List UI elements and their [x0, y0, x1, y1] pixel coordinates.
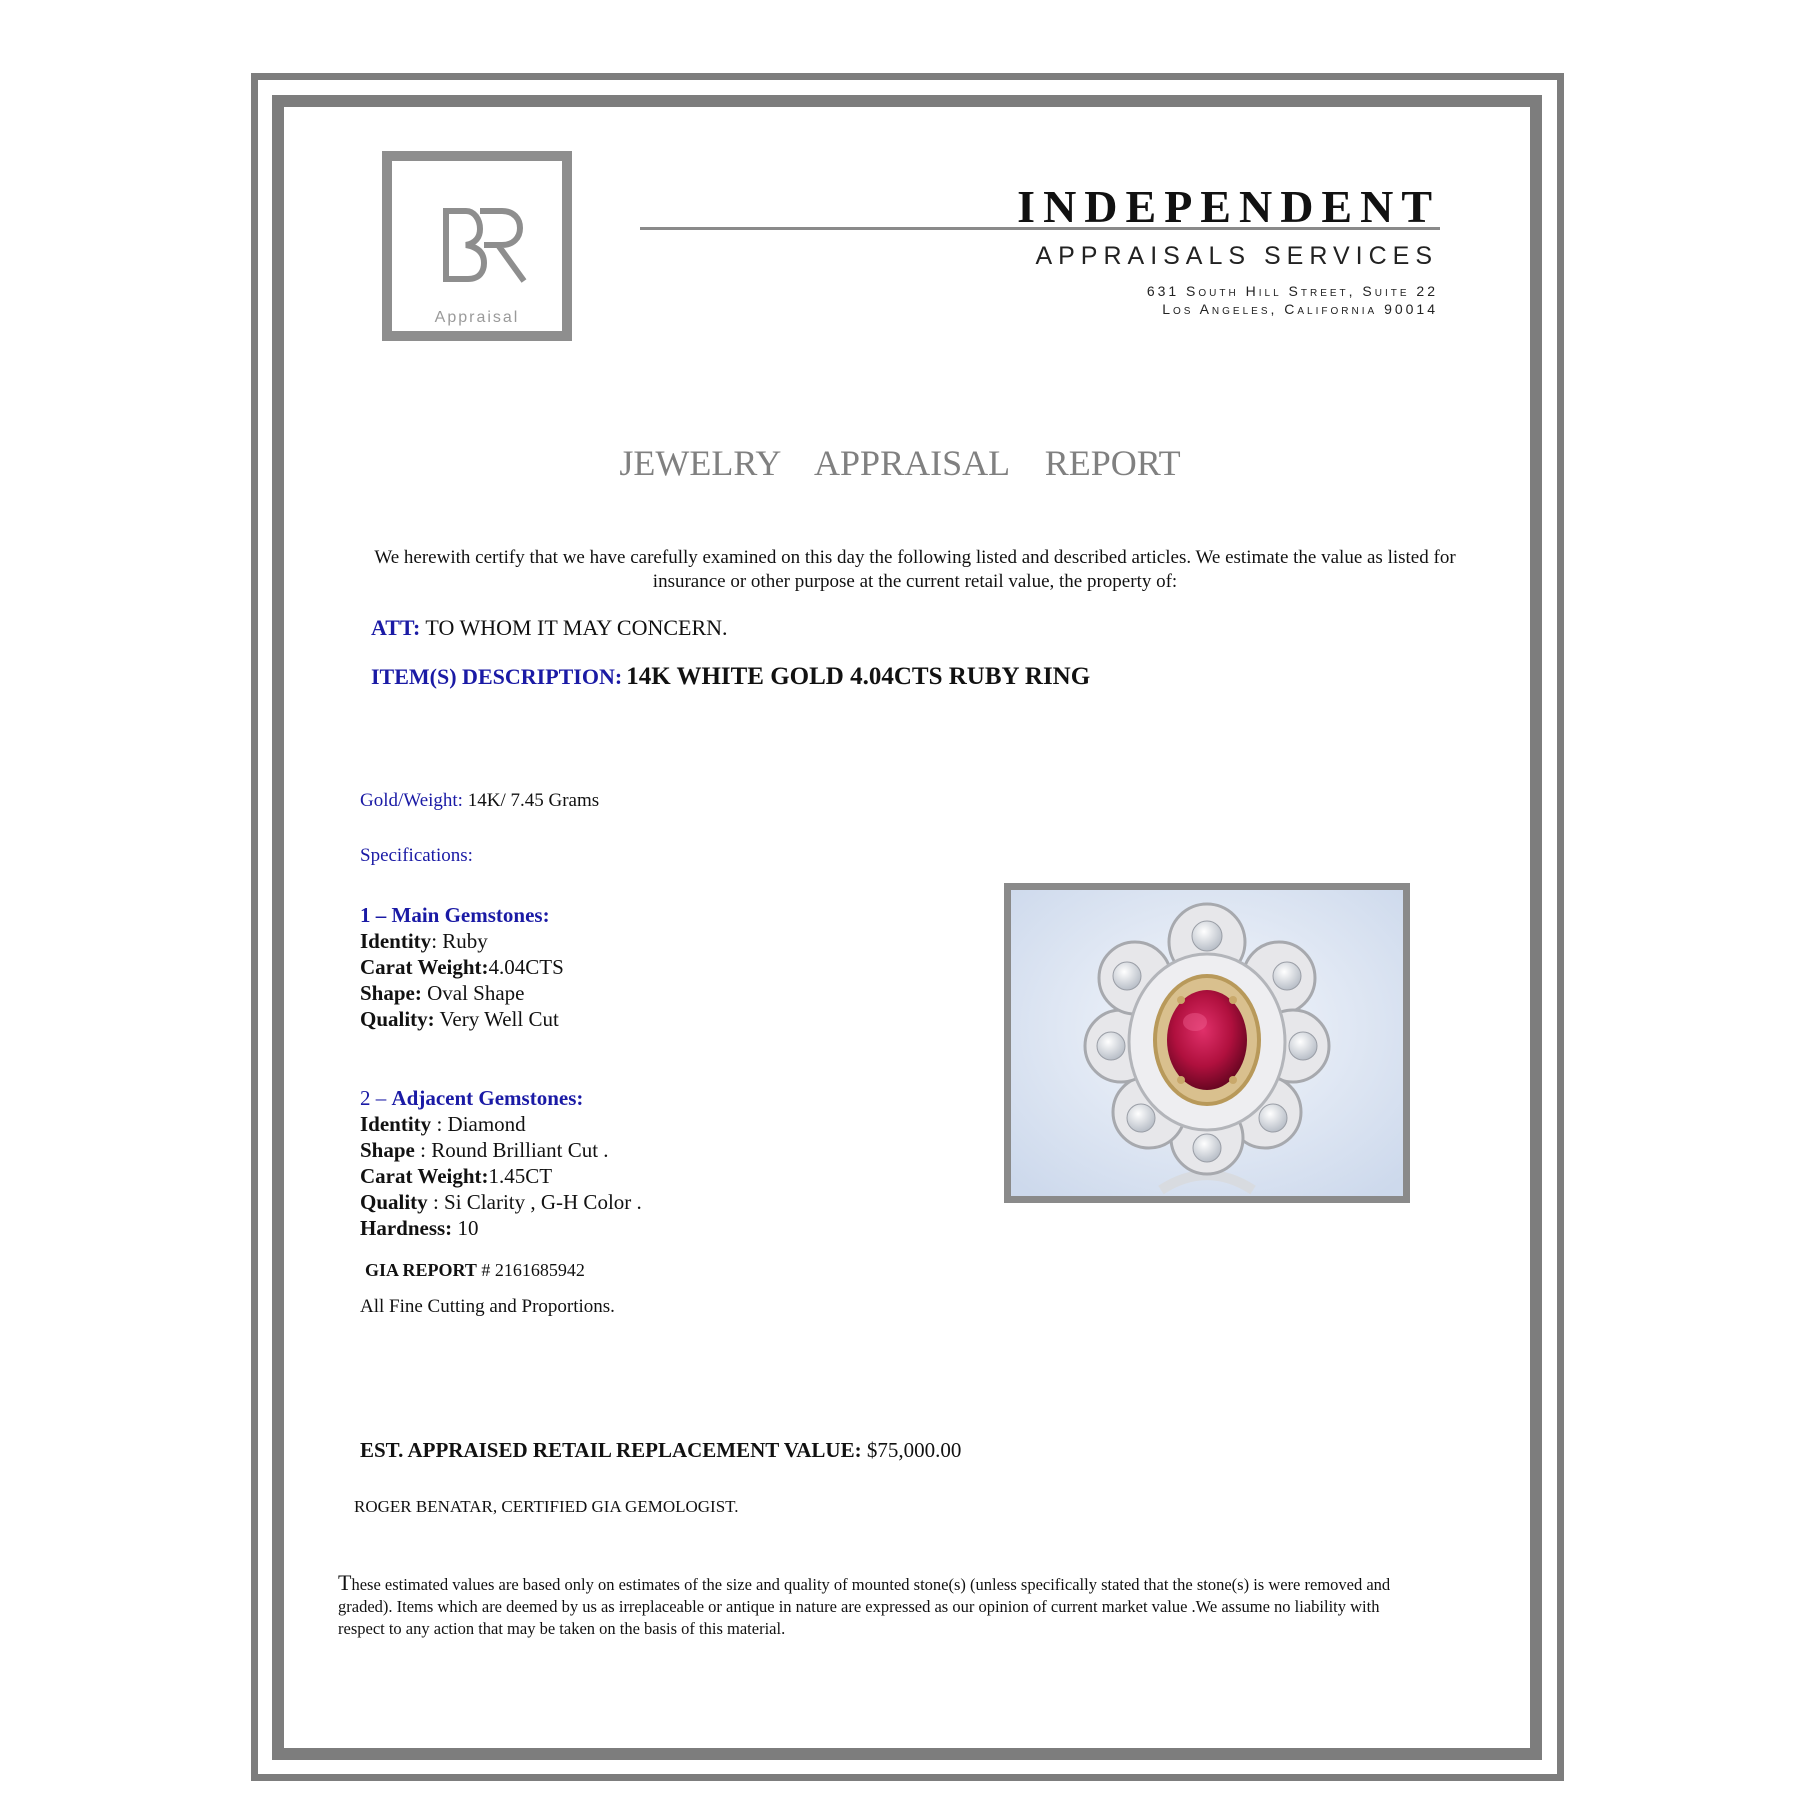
ring-photo: [1004, 883, 1410, 1203]
gia-label: GIA REPORT: [365, 1260, 477, 1280]
certification-text: We herewith certify that we have carefully examined on this day the following listed and described articles. We estimate the value as listed for insurance or other purpose at the current retail value, the property of:: [374, 547, 1456, 592]
main-carat: Carat Weight:4.04CTS: [360, 955, 564, 979]
company-subtitle: APPRAISALS SERVICES: [1035, 242, 1438, 270]
gold-weight: [360, 790, 599, 812]
disclaimer-text: hese estimated values are based only on estimates of the size and quality of mounted stone(s) (unless specifically stated that the stone(s) is were removed and graded). Items which are deemed by us as irreplaceable or antique in nature are expressed as our opinion of current market value .We assume no liability with respect to any action that may be taken on the basis of this material.: [338, 1575, 1391, 1638]
item-description: [371, 663, 1090, 691]
specifications-label: Specifications:: [360, 845, 473, 866]
estimated-value-label: EST. APPRAISED RETAIL REPLACEMENT VALUE:: [360, 1438, 862, 1462]
estimated-value-amount: $75,000.00: [861, 1438, 962, 1462]
gold-weight-label: Gold/Weight:: [360, 790, 463, 811]
att-value: TO WHOM IT MAY CONCERN.: [425, 615, 728, 640]
disclaimer: [338, 1572, 1398, 1640]
gia-report: [365, 1260, 585, 1281]
br-monogram-icon: [436, 205, 530, 285]
adjacent-gemstones: [360, 1085, 642, 1241]
adjacent-shape: Shape : Round Brilliant Cut .: [360, 1138, 609, 1162]
company-name: INDEPENDENT: [1017, 181, 1440, 232]
main-quality: Quality: Very Well Cut: [360, 1007, 559, 1031]
att-label: ATT:: [371, 615, 421, 640]
address-line-1: 631 South Hill Street, Suite 22: [1146, 283, 1438, 299]
gemologist-signature: ROGER BENATAR, CERTIFIED GIA GEMOLOGIST.: [354, 1497, 739, 1516]
adjacent-quality: Quality : Si Clarity , G-H Color .: [360, 1190, 642, 1214]
adjacent-hardness: Hardness: 10: [360, 1216, 479, 1240]
adjacent-identity: Identity : Diamond: [360, 1112, 526, 1136]
fine-cutting-note: All Fine Cutting and Proportions.: [360, 1296, 615, 1317]
adjacent-carat: Carat Weight:1.45CT: [360, 1164, 553, 1188]
disclaimer-initial: T: [338, 1570, 352, 1595]
att-line: [371, 615, 728, 641]
logo-word: Appraisal: [434, 309, 520, 326]
ruby-ring-image: [1011, 890, 1403, 1196]
company-address: [1147, 282, 1438, 318]
gold-weight-value: 14K/ 7.45 Grams: [467, 790, 600, 811]
main-gemstones-heading: 1 – Main Gemstones:: [360, 903, 550, 927]
main-identity: Identity: Ruby: [360, 929, 488, 953]
description-value: 14K WHITE GOLD 4.04CTS RUBY RING: [626, 663, 1091, 690]
adjacent-gemstones-heading: 2 – Adjacent Gemstones:: [360, 1086, 584, 1110]
description-label: ITEM(S) DESCRIPTION:: [371, 664, 623, 689]
main-gemstones: [360, 902, 564, 1032]
company-logo: [382, 151, 572, 341]
main-shape: Shape: Oval Shape: [360, 981, 525, 1005]
estimated-value: [360, 1438, 961, 1463]
address-line-2: Los Angeles, California 90014: [1162, 301, 1438, 317]
gia-number: # 2161685942: [476, 1260, 585, 1280]
report-title: JEWELRY APPRAISAL REPORT: [619, 443, 1181, 483]
